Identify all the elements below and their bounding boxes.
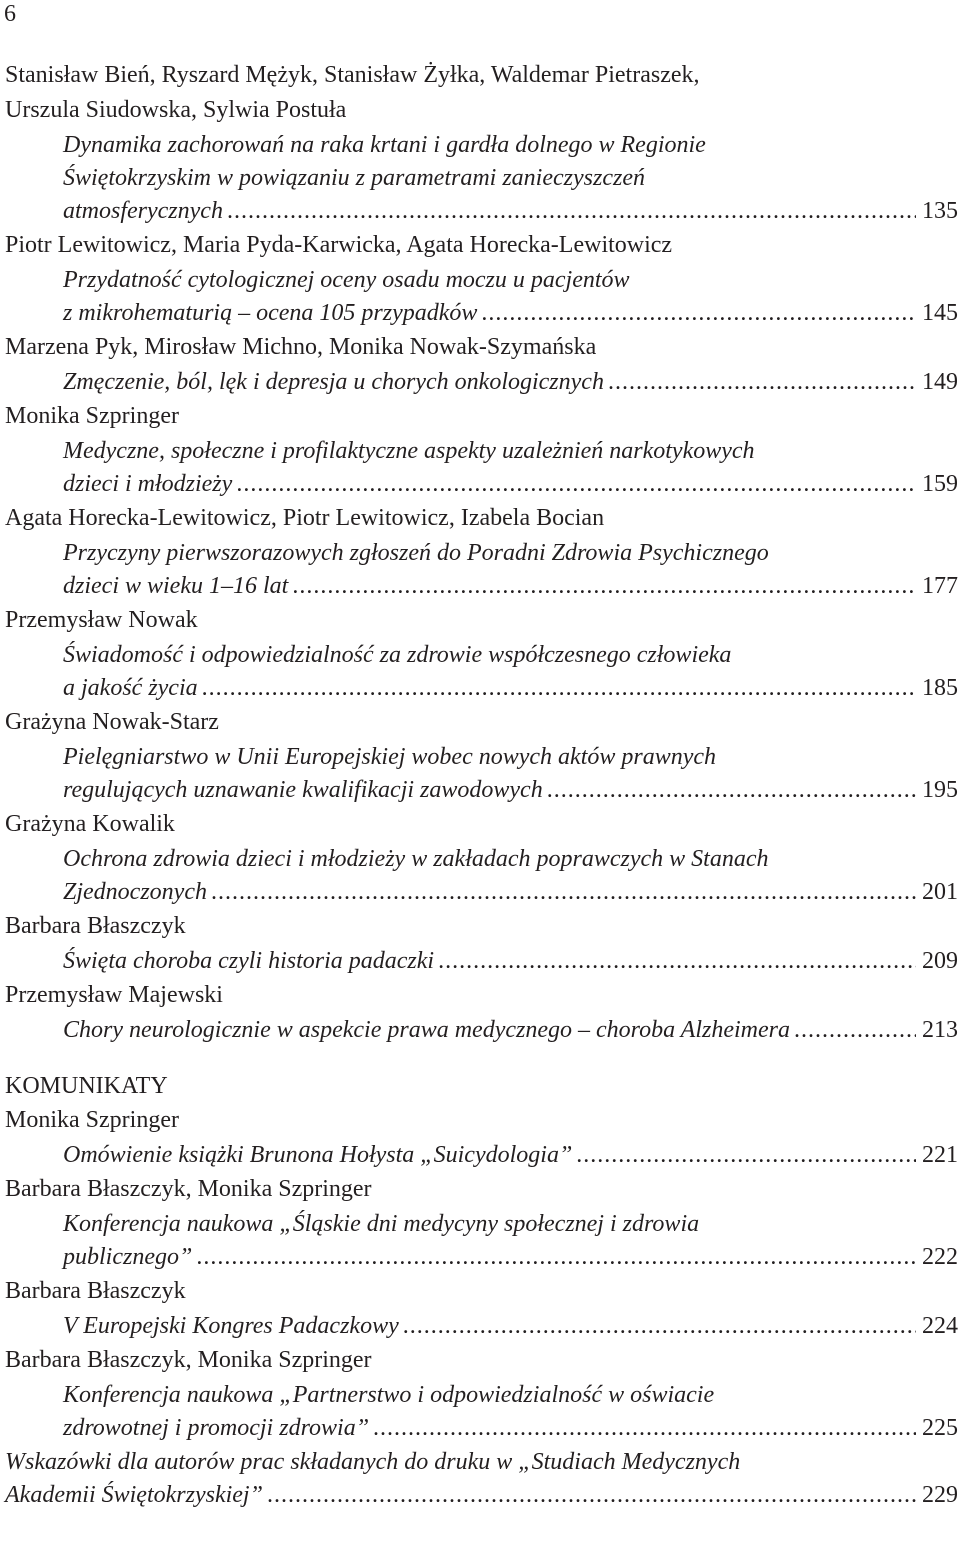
dot-leader xyxy=(236,469,916,500)
toc-entry[interactable] xyxy=(0,1105,960,1174)
toc-entry[interactable] xyxy=(0,230,960,332)
toc-entry[interactable] xyxy=(0,1276,960,1345)
toc-entry[interactable] xyxy=(0,809,960,911)
entry-title-line: dzieci i młodzieży xyxy=(63,471,233,497)
toc-entry[interactable] xyxy=(0,1345,960,1447)
entry-title xyxy=(0,640,960,707)
entry-last-line xyxy=(63,571,960,605)
komunikaty-entries xyxy=(0,1105,960,1447)
entry-authors: Przemysław Nowak xyxy=(5,607,198,633)
entry-last-line xyxy=(63,673,960,707)
dot-leader xyxy=(202,673,916,704)
toc-entry[interactable] xyxy=(0,605,960,707)
entry-title-line: Świętokrzyskim w powiązaniu z parametrami zanieczyszczeń xyxy=(63,165,645,191)
toc-entry[interactable] xyxy=(0,911,960,980)
entry-title xyxy=(0,265,960,332)
toc-entry[interactable] xyxy=(0,980,960,1049)
entry-title-line: Zmęczenie, ból, lęk i depresja u chorych onkologicznych xyxy=(63,369,604,395)
page-reference: 201 xyxy=(922,879,958,905)
entry-last-line xyxy=(5,1480,960,1514)
toc-entry-wskazowki[interactable] xyxy=(0,1447,960,1514)
entry-title xyxy=(0,367,960,401)
entry-title xyxy=(0,1311,960,1345)
entry-authors: Stanisław Bień, Ryszard Mężyk, Stanisław Żyłka, Waldemar Pietraszek, xyxy=(5,62,700,88)
toc-entry[interactable] xyxy=(0,60,960,230)
table-of-contents xyxy=(0,60,960,1514)
entry-title xyxy=(0,1140,960,1174)
entry-authors: Monika Szpringer xyxy=(5,403,179,429)
entry-title-line: a jakość życia xyxy=(63,675,198,701)
page-number: 6 xyxy=(4,1,16,27)
page-reference: 225 xyxy=(922,1415,958,1441)
dot-leader xyxy=(403,1311,916,1342)
entry-title-line: Konferencja naukowa „Śląskie dni medycyny społecznej i zdrowia xyxy=(63,1211,700,1237)
entry-authors: Przemysław Majewski xyxy=(5,982,223,1008)
entry-title xyxy=(0,946,960,980)
entry-authors: Grażyna Kowalik xyxy=(5,811,175,837)
entry-last-line xyxy=(63,1140,960,1174)
entry-title-line: regulujących uznawanie kwalifikacji zawodowych xyxy=(63,777,543,803)
dot-leader xyxy=(373,1413,916,1444)
entry-last-line xyxy=(63,946,960,980)
page-reference: 224 xyxy=(922,1313,958,1339)
entry-authors: Monika Szpringer xyxy=(5,1107,179,1133)
entry-last-line xyxy=(63,877,960,911)
page-reference: 209 xyxy=(922,948,958,974)
dot-leader xyxy=(227,196,916,227)
entry-title-line: Wskazówki dla autorów prac składanych do druku w „Studiach Medycznych xyxy=(5,1449,741,1475)
page-reference: 145 xyxy=(922,300,958,326)
entry-title-line: Przyczyny pierwszorazowych zgłoszeń do Poradni Zdrowia Psychicznego xyxy=(63,540,769,566)
page-reference: 195 xyxy=(922,777,958,803)
entry-title xyxy=(0,1209,960,1276)
entry-last-line xyxy=(63,775,960,809)
entry-title xyxy=(0,130,960,230)
entry-authors: Marzena Pyk, Mirosław Michno, Monika Nowak-Szymańska xyxy=(5,334,597,360)
toc-entries xyxy=(0,60,960,1049)
entry-last-line xyxy=(63,1311,960,1345)
entry-title-line: publicznego” xyxy=(63,1244,193,1270)
entry-title-line: Świadomość i odpowiedzialność za zdrowie współczesnego człowieka xyxy=(63,642,732,668)
entry-last-line xyxy=(63,367,960,401)
dot-leader xyxy=(608,367,916,398)
entry-title xyxy=(0,1380,960,1447)
entry-title-line: atmosferycznych xyxy=(63,198,223,224)
entry-title-line: Zjednoczonych xyxy=(63,879,207,905)
section-heading: KOMUNIKATY xyxy=(5,1073,168,1099)
dot-leader xyxy=(438,946,916,977)
page-reference: 177 xyxy=(922,573,958,599)
entry-title-line: Pielęgniarstwo w Unii Europejskiej wobec nowych aktów prawnych xyxy=(63,744,717,770)
entry-title-line: Medyczne, społeczne i profilaktyczne aspekty uzależnień narkotykowych xyxy=(63,438,755,464)
page-reference: 159 xyxy=(922,471,958,497)
entry-title-line: Dynamika zachorowań na raka krtani i gardła dolnego w Regionie xyxy=(63,132,706,158)
entry-title xyxy=(0,742,960,809)
entry-authors: Barbara Błaszczyk, Monika Szpringer xyxy=(5,1176,372,1202)
entry-title-line: Chory neurologicznie w aspekcie prawa medycznego – choroba Alzheimera xyxy=(63,1017,790,1043)
dot-leader xyxy=(794,1015,916,1046)
entry-authors: Agata Horecka-Lewitowicz, Piotr Lewitowicz, Izabela Bocian xyxy=(5,505,605,531)
dot-leader xyxy=(267,1480,916,1511)
entry-authors: Barbara Błaszczyk, Monika Szpringer xyxy=(5,1347,372,1373)
entry-last-line xyxy=(63,1242,960,1276)
dot-leader xyxy=(576,1140,916,1171)
entry-last-line xyxy=(63,1015,960,1049)
dot-leader xyxy=(196,1242,916,1273)
dot-leader xyxy=(211,877,916,908)
toc-entry[interactable] xyxy=(0,1174,960,1276)
entry-title-line: zdrowotnej i promocji zdrowia” xyxy=(63,1415,370,1441)
page-reference: 222 xyxy=(922,1244,958,1270)
entry-title-line: Akademii Świętokrzyskiej” xyxy=(5,1482,263,1508)
page-reference: 229 xyxy=(922,1482,958,1508)
entry-last-line xyxy=(63,1413,960,1447)
dot-leader xyxy=(547,775,916,806)
entry-title-line: Konferencja naukowa „Partnerstwo i odpowiedzialność w oświacie xyxy=(63,1382,715,1408)
entry-title xyxy=(0,844,960,911)
entry-title xyxy=(0,436,960,503)
page-reference: 185 xyxy=(922,675,958,701)
entry-title-line: Omówienie książki Brunona Hołysta „Suicydologia” xyxy=(63,1142,573,1168)
entry-last-line xyxy=(63,469,960,503)
dot-leader xyxy=(481,298,916,329)
entry-title-line: Przydatność cytologicznej oceny osadu moczu u pacjentów xyxy=(63,267,630,293)
entry-authors: Urszula Siudowska, Sylwia Postuła xyxy=(5,97,347,123)
entry-title-line: z mikrohematurią – ocena 105 przypadków xyxy=(63,300,478,326)
entry-authors: Piotr Lewitowicz, Maria Pyda-Karwicka, Agata Horecka-Lewitowicz xyxy=(5,232,673,258)
toc-entry[interactable] xyxy=(0,332,960,401)
entry-title xyxy=(0,538,960,605)
entry-title-line: Święta choroba czyli historia padaczki xyxy=(63,948,435,974)
entry-last-line xyxy=(63,298,960,332)
entry-title-line: V Europejski Kongres Padaczkowy xyxy=(63,1313,399,1339)
toc-entry[interactable] xyxy=(0,707,960,809)
entry-authors: Grażyna Nowak-Starz xyxy=(5,709,219,735)
entry-title-line: Ochrona zdrowia dzieci i młodzieży w zakładach poprawczych w Stanach xyxy=(63,846,769,872)
entry-title-line: dzieci w wieku 1–16 lat xyxy=(63,573,289,599)
entry-title xyxy=(0,1015,960,1049)
page-reference: 135 xyxy=(922,198,958,224)
page-reference: 221 xyxy=(922,1142,958,1168)
page-reference: 149 xyxy=(922,369,958,395)
entry-authors: Barbara Błaszczyk xyxy=(5,1278,186,1304)
entry-authors: Barbara Błaszczyk xyxy=(5,913,186,939)
dot-leader xyxy=(292,571,916,602)
toc-entry[interactable] xyxy=(0,503,960,605)
page-reference: 213 xyxy=(922,1017,958,1043)
toc-entry[interactable] xyxy=(0,401,960,503)
entry-last-line xyxy=(63,196,960,230)
